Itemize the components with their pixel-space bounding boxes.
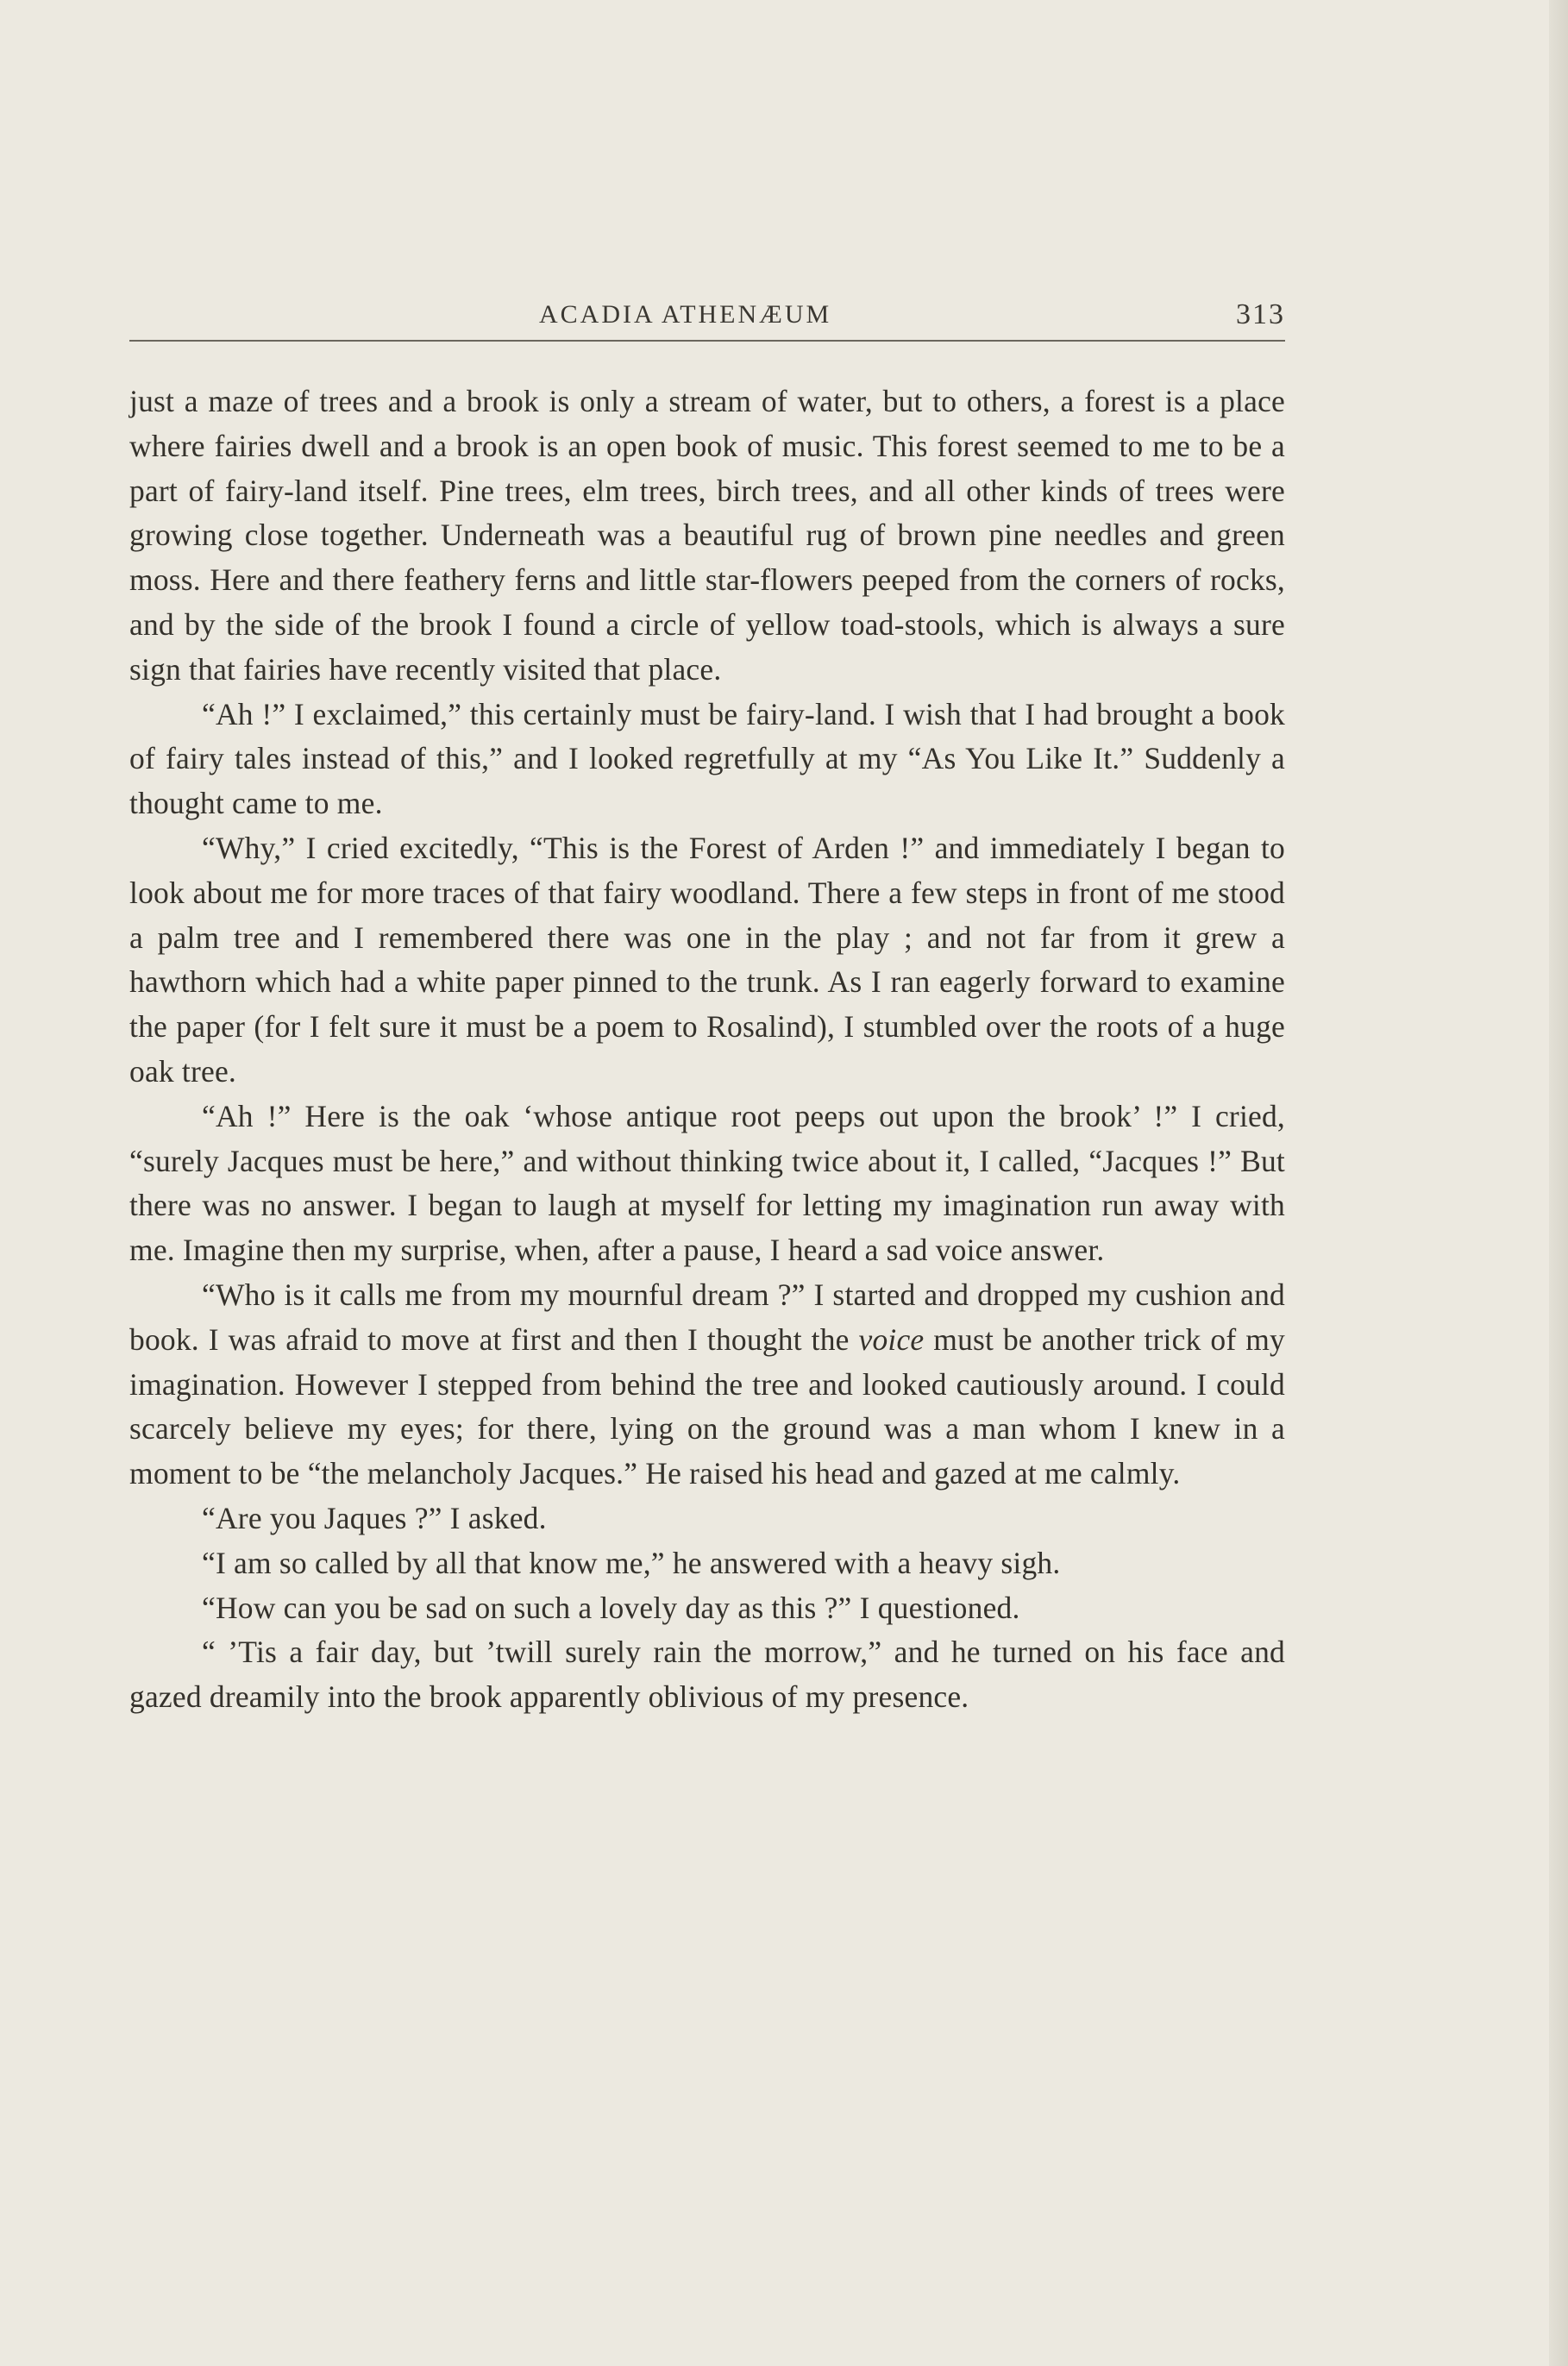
journal-title: ACADIA ATHENÆUM [539,300,832,329]
emphasized-word: voice [858,1321,925,1357]
paragraph-text: “Who is it calls me from my mournful dream ?” I started and dropped my cushion and book. I was afraid to move at first and then I thought the [129,1277,1285,1357]
body-text [129,380,1285,1720]
page-number: 313 [1236,298,1285,330]
paragraph [129,1273,1285,1497]
page-edge-shadow [1549,0,1568,2366]
paragraph-continuation: just a maze of trees and a brook is only a stream of water, but to others, a forest is a place where fairies dwell and a brook is an open book of music. This forest seemed to me to be a part of fairy-land itself. Pine trees, elm trees, birch trees, and all other kinds of trees were growing close together. Underneath was a beautiful rug of brown pine needles and green moss. Here and there feathery ferns and little star-flowers peeped from the corners of rocks, and by the side of the brook I found a circle of yellow toad-stools, which is always a sure sign that fairies have recently visited that place. [129,384,1285,687]
paragraph: “I am so called by all that know me,” he answered with a heavy sigh. [202,1545,1061,1580]
paragraph-text: must be another trick of my imagination. However I stepped from behind the tree and looked cautiously around. I could scarcely believe my eyes; for there, lying on the ground was a man whom I knew in a moment to be “the melancholy Jacques.” He raised his head and gazed at me calmly. [129,1321,1285,1491]
paragraph: “How can you be sad on such a lovely day as this ?” I questioned. [202,1590,1020,1625]
paragraph: “Are you Jaques ?” I asked. [202,1500,547,1535]
running-head [129,293,1285,345]
header-rule [129,340,1285,342]
paragraph: “Ah !” Here is the oak ‘whose antique root peeps out upon the brook’ !” I cried, “surely Jacques must be here,” and without thinking twice about it, I called, “Jacques !” But there was no answer. I began to laugh at myself for letting my imagination run away with me. Imagine then my surprise, when, after a pause, I heard a sad voice answer. [129,1098,1285,1268]
paragraph: “Why,” I cried excitedly, “This is the Forest of Arden !” and immediately I began to look about me for more traces of that fairy woodland. There a few steps in front of me stood a palm tree and I remembered there was one in the play ; and not far from it grew a hawthorn which had a white paper pinned to the trunk. As I ran eagerly forward to examine the paper (for I felt sure it must be a poem to Rosalind), I stumbled over the roots of a huge oak tree. [129,830,1285,1089]
paragraph: “Ah !” I exclaimed,” this certainly must be fairy-land. I wish that I had brought a book of fairy tales instead of this,” and I looked regretfully at my “As You Like It.” Suddenly a thought came to me. [129,696,1285,821]
paragraph: “ ’Tis a fair day, but ’twill surely rain the morrow,” and he turned on his face and gazed dreamily into the brook apparently oblivious of my presence. [129,1635,1285,1715]
